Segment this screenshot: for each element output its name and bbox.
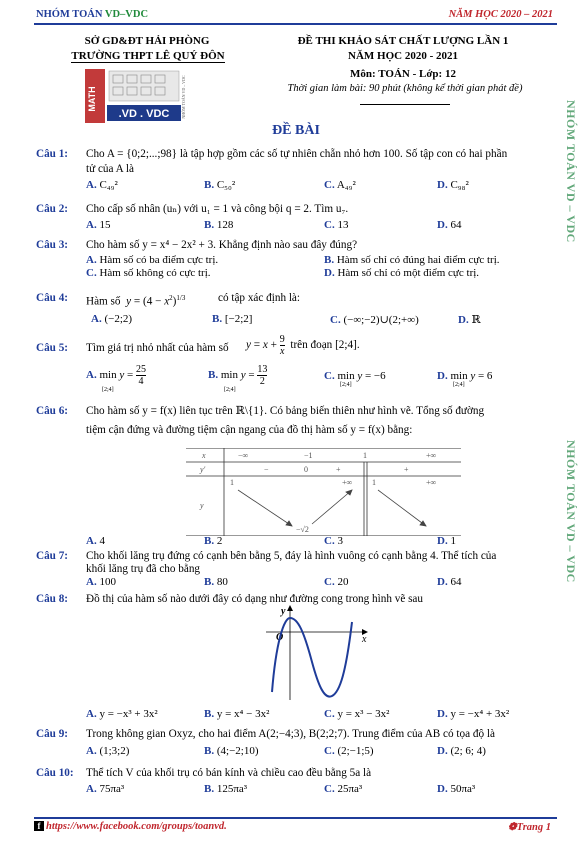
table-y-val-1: 1 <box>230 478 234 487</box>
q4-function: Hàm số $y = (4 - x^2)^{1/3}$ <box>86 294 186 308</box>
q8-label: Câu 8: <box>36 593 69 605</box>
table-yprime-sign-2: + <box>336 465 341 474</box>
q2-option-d[interactable]: D. 64 <box>437 219 462 231</box>
q9-option-b[interactable]: B. (4;−2;10) <box>204 745 259 757</box>
q9-text: Trong không gian Oxyz, cho hai điểm A(2;−4;3), B(2;2;7). Trung điểm của AB có tọa độ là <box>86 728 495 740</box>
q1-text-cont: tử của A là <box>86 163 135 175</box>
q9-label: Câu 9: <box>36 728 69 740</box>
q3-option-d[interactable]: D. Hàm số chỉ có một điểm cực trị. <box>324 267 480 279</box>
q7-option-c[interactable]: C. 20 <box>324 576 349 588</box>
q2-option-c[interactable]: C. 13 <box>324 219 349 231</box>
q4-label: Câu 4: <box>36 292 69 304</box>
table-yprime-sign-3: + <box>404 465 409 474</box>
table-x-neg-inf: −∞ <box>238 451 249 460</box>
q6-text-cont: tiệm cận đứng và đường tiệm cận ngang của đồ thị hàm số y = f(x) bằng: <box>86 424 413 436</box>
q4-option-a[interactable]: A. (−2;2) <box>91 313 133 325</box>
q6-option-a[interactable]: A. 4 <box>86 535 105 547</box>
exam-subject: Môn: TOÁN - Lớp: 12 <box>350 68 456 80</box>
graph-origin-label: O <box>276 632 284 643</box>
table-y-label: y <box>200 501 204 510</box>
q9-option-a[interactable]: A. (1;3;2) <box>86 745 130 757</box>
q7-label: Câu 7: <box>36 550 69 562</box>
q4-option-b[interactable]: B. [−2;2] <box>212 313 253 325</box>
footer-divider <box>34 817 557 819</box>
q2-label: Câu 2: <box>36 203 69 215</box>
graph-y-label: y <box>281 606 286 617</box>
header-divider <box>34 23 557 25</box>
q2-option-a[interactable]: A. 15 <box>86 219 111 231</box>
table-yprime-sign-1: − <box>264 465 269 474</box>
page-icon: ❁ <box>507 822 517 833</box>
q6-label: Câu 6: <box>36 405 69 417</box>
facebook-icon: f <box>34 821 44 831</box>
table-x-minus-one: −1 <box>304 451 313 460</box>
table-x-one: 1 <box>363 451 367 460</box>
q6-text: Cho hàm số y = f(x) liên tục trên ℝ\{1}. Có bảng biến thiên như hình vẽ. Tổng số đường <box>86 405 485 417</box>
q1-option-c[interactable]: C. A₄₉² <box>324 179 356 191</box>
q6-option-c[interactable]: C. 3 <box>324 535 343 547</box>
graph-curve <box>272 618 352 697</box>
table-y-val-posinf-1: +∞ <box>342 478 353 487</box>
school-name: TRƯỜNG THPT LÊ QUÝ ĐÔN <box>71 50 225 62</box>
q8-option-a[interactable]: A. y = −x³ + 3x² <box>86 708 158 720</box>
logo-side-text: NHÓM TOÁN VD – VDC <box>181 75 186 119</box>
q3-option-a[interactable]: A. Hàm số có ba điểm cực trị. <box>86 254 219 266</box>
footer-page-number: ❁Trang 1 <box>507 822 551 833</box>
q10-label: Câu 10: <box>36 767 74 779</box>
q2-option-b[interactable]: B. 128 <box>204 219 234 231</box>
q7-option-d[interactable]: D. 64 <box>437 576 462 588</box>
q9-option-c[interactable]: C. (2;−1;5) <box>324 745 374 757</box>
q8-graph <box>262 602 374 702</box>
q3-label: Câu 3: <box>36 239 69 251</box>
q5-function: y = x + $\frac{9}{x}$ trên đoạn [2;4]. <box>246 334 360 357</box>
variation-table <box>186 448 461 536</box>
q7-option-b[interactable]: B. 80 <box>204 576 228 588</box>
q10-option-b[interactable]: B. 125πa³ <box>204 783 248 795</box>
exam-time: Thời gian làm bài: 90 phút (không kể thời gian phát đề) <box>287 83 523 94</box>
q7-text: Cho khối lăng trụ đứng có cạnh bên bằng 5, đáy là hình vuông có cạnh bằng 4. Thể tích của <box>86 550 497 562</box>
q4-option-c[interactable]: C. (−∞;−2)∪(2;+∞) <box>330 314 419 326</box>
q6-option-b[interactable]: B. 2 <box>204 535 223 547</box>
table-yprime-label: y' <box>200 465 206 474</box>
q4-text: có tập xác định là: <box>218 292 301 304</box>
logo-text-top: MATH <box>87 86 97 112</box>
table-y-val-posinf-2: +∞ <box>426 478 437 487</box>
section-title: ĐỀ BÀI <box>272 123 320 138</box>
school-department: SỞ GD&ĐT HẢI PHÒNG <box>84 35 210 47</box>
q3-option-c[interactable]: C. Hàm số không có cực trị. <box>86 267 211 279</box>
q10-text: Thể tích V của khối trụ có bán kính và chiều cao đều bằng 5a là <box>86 767 372 779</box>
exam-underline <box>360 104 450 105</box>
q5-option-d[interactable]: D. min y = 6 [2;4] <box>437 370 493 388</box>
q5-option-b[interactable]: B. min y = $\frac{13}{2}$ [2;4] <box>208 364 268 393</box>
graph-x-label: x <box>362 634 367 645</box>
side-watermark-bottom: NHÓM TOÁN VD – VDC <box>564 440 578 583</box>
q5-option-a[interactable]: A. min y = $\frac{25}{4}$ [2;4] <box>86 364 146 393</box>
header-school-year: NĂM HỌC 2020 – 2021 <box>448 9 553 20</box>
q1-label: Câu 1: <box>36 148 69 160</box>
q6-option-d[interactable]: D. 1 <box>437 535 456 547</box>
q8-option-d[interactable]: D. y = −x⁴ + 3x² <box>437 708 510 720</box>
q7-text-cont: khối lăng trụ đã cho bằng <box>86 563 201 575</box>
table-y-val-min: −√2 <box>296 525 309 534</box>
logo-text-bottom: .VD . VDC <box>118 108 170 120</box>
table-x-label: x <box>202 451 206 460</box>
q8-option-b[interactable]: B. y = x⁴ − 3x² <box>204 708 270 720</box>
q8-option-c[interactable]: C. y = x³ − 3x² <box>324 708 390 720</box>
exam-year: NĂM HỌC 2020 - 2021 <box>348 50 458 62</box>
q3-text: Cho hàm số y = x⁴ − 2x² + 3. Khẳng định nào sau đây đúng? <box>86 239 358 251</box>
group-logo <box>81 67 191 125</box>
q1-option-b[interactable]: B. C₅₀² <box>204 179 236 191</box>
q1-option-d[interactable]: D. C₉₈² <box>437 179 469 191</box>
q2-text: Cho cấp số nhân (uₙ) với u₁ = 1 và công bội q = 2. Tìm u₇. <box>86 203 349 215</box>
footer-link[interactable]: f https://www.facebook.com/groups/toanvd. <box>34 821 227 832</box>
q7-option-a[interactable]: A. 100 <box>86 576 116 588</box>
q10-option-c[interactable]: C. 25πa³ <box>324 783 363 795</box>
q10-option-a[interactable]: A. 75πa³ <box>86 783 125 795</box>
q10-option-d[interactable]: D. 50πa³ <box>437 783 476 795</box>
table-yprime-zero: 0 <box>304 465 308 474</box>
q1-text: Cho A = {0;2;...;98} là tập hợp gồm các số tự nhiên chẵn nhỏ hơn 100. Số tập con có hai phần <box>86 148 508 160</box>
q9-option-d[interactable]: D. (2; 6; 4) <box>437 745 486 757</box>
q4-option-d[interactable]: D. ℝ <box>458 314 481 326</box>
exam-title: ĐỀ THI KHẢO SÁT CHẤT LƯỢNG LẦN 1 <box>297 35 509 47</box>
q5-label: Câu 5: <box>36 342 69 354</box>
table-x-pos-inf: +∞ <box>426 451 437 460</box>
q5-text: Tìm giá trị nhỏ nhất của hàm số <box>86 342 229 354</box>
header-group-name: NHÓM TOÁN VD–VDC <box>36 9 149 20</box>
table-y-val-2: 1 <box>372 478 376 487</box>
side-watermark-top: NHÓM TOÁN VD – VDC <box>564 100 578 243</box>
q1-option-a[interactable]: A. C₄₉² <box>86 179 118 191</box>
q3-option-b[interactable]: B. Hàm số chỉ có đúng hai điểm cực trị. <box>324 254 500 266</box>
q5-option-c[interactable]: C. min y = −6 [2;4] <box>324 370 386 388</box>
q8-text: Đồ thị của hàm số nào dưới đây có dạng như đường cong trong hình vẽ sau <box>86 593 423 605</box>
